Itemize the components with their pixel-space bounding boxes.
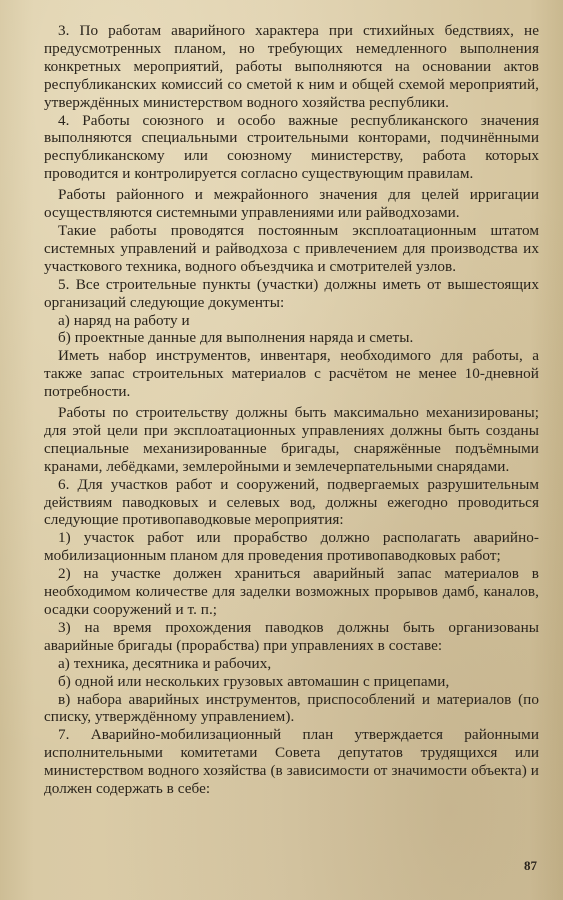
paragraph-p4c: Такие работы проводятся постоянным эксплоатационным штатом системных управлений и райводхоза с привлечением для производства их участкового техника, водного объездчика и смотрителей узлов. (44, 221, 539, 275)
paragraph-p6: 6. Для участков работ и сооружений, подвергаемых разрушительным действиям паводковых и селевых вод, должны ежегодно проводиться следующие противопаводковые мероприятия: (44, 475, 539, 529)
page-number: 87 (524, 858, 537, 873)
document-body (44, 22, 539, 798)
paragraph-p6-2: 2) на участке должен храниться аварийный запас материалов в необходимом количестве для заделки возможных прорывов дамб, каналов, осадки сооружений и т. п.; (44, 565, 539, 618)
paragraph-p6-3b: б) одной или нескольких грузовых автомашин с прицепами, (58, 672, 450, 690)
paragraph-p6-3a: а) техника, десятника и рабочих, (58, 654, 272, 672)
paragraph-p6-3c: в) набора аварийных инструментов, приспособлений и материалов (по списку, утверждённому управлением). (44, 690, 539, 726)
paragraph-p5c: Иметь набор инструментов, инвентаря, необходимого для работы, а также запас строительных материалов с расчётом не менее 10-дневной потребности. (44, 347, 539, 401)
paragraph-p5d: Работы по строительству должны быть максимально механизированы; для этой цели при эксплоатационных управлениях должны быть созданы специальные механизированные бригады, снаряжённые подъёмными кранами, лебёдками, землеройными и землечерпательными снарядами. (44, 404, 539, 475)
paragraph-p4: 4. Работы союзного и особо важные республиканского значения выполняются специальными строительными конторами, подчинёнными республиканскому или союзному министерству, работа которых проводится и контролируется согласно существующим правилам. (44, 111, 539, 183)
paragraph-p5b: б) проектные данные для выполнения наряда и сметы. (58, 329, 414, 347)
paragraph-p7: 7. Аварийно-мобилизационный план утверждается районными исполнительными комитетами Совета депутатов трудящихся или министерством водного хозяйства (в зависимости от значимости объекта) и должен содержать в себе: (44, 726, 539, 798)
paragraph-p6-1: 1) участок работ или прорабство должно располагать аварийно-мобилизационным планом для проведения противопаводковых работ; (44, 529, 539, 565)
paragraph-p6-3: 3) на время прохождения паводков должны быть организованы аварийные бригады (прорабства) при управлениях в составе: (44, 618, 539, 654)
paragraph-p5: 5. Все строительные пункты (участки) должны иметь от вышестоящих организаций следующие документы: (44, 275, 539, 311)
paragraph-p3: 3. По работам аварийного характера при стихийных бедствиях, не предусмотренных планом, но требующих немедленного выполнения конкретных мероприятий, работы выполняются на основании актов республиканских комиссий со сметой к ним и общей схемой мероприятий, утверждённых министерством водного хозяйства республики. (44, 22, 539, 111)
paragraph-p4b: Работы районного и межрайонного значения для целей ирригации осуществляются системными управлениями или райводхозами. (44, 186, 539, 222)
paragraph-p5a: а) наряд на работу и (58, 311, 190, 329)
